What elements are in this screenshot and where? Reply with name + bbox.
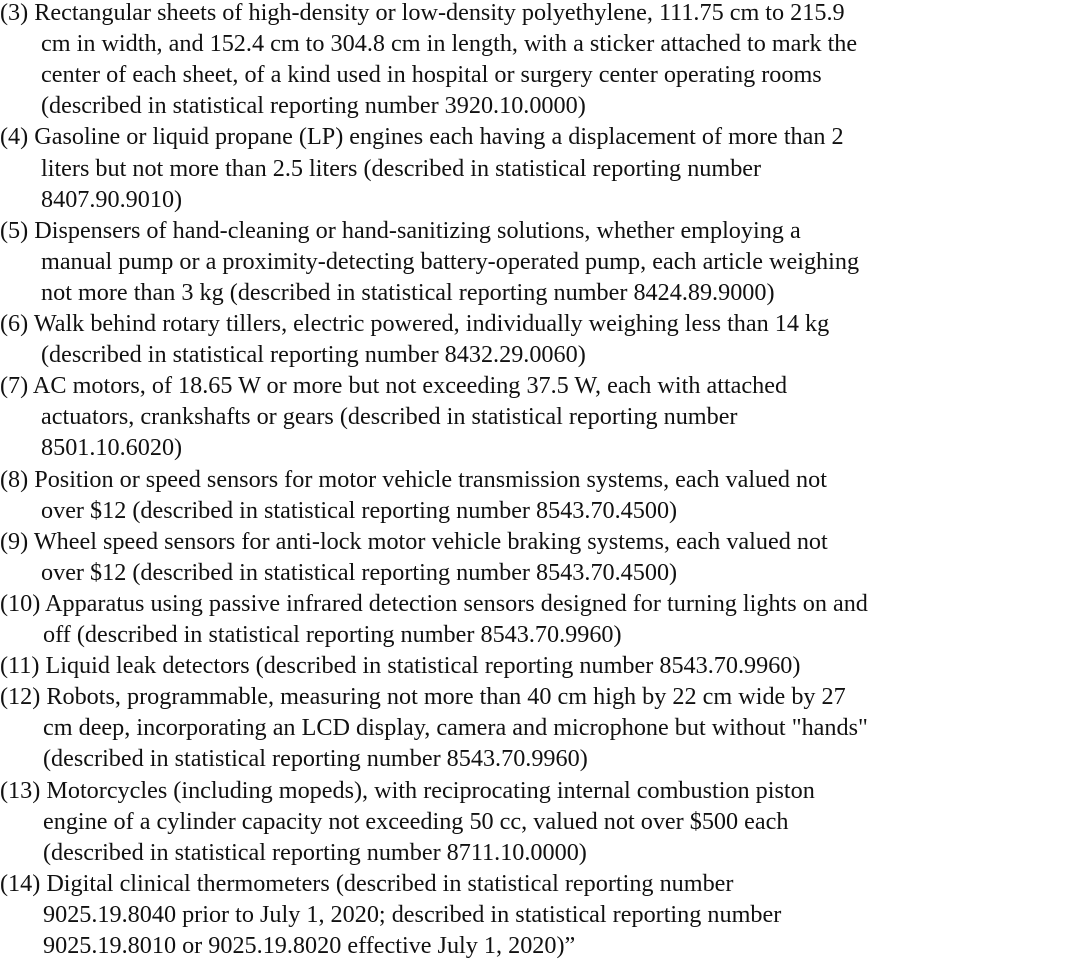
item-first-line <box>0 308 829 339</box>
item-text: (described in statistical reporting number 8543.70.9960) <box>43 745 588 773</box>
item-continuation-line <box>43 712 868 743</box>
item-continuation-line <box>43 899 781 930</box>
item-first-line <box>0 681 846 712</box>
item-number: (12) <box>0 683 41 711</box>
item-text: 9025.19.8040 prior to July 1, 2020; described in statistical reporting number <box>43 900 782 928</box>
item-continuation-line <box>41 557 677 588</box>
item-first-line <box>0 588 868 619</box>
item-continuation-line <box>41 495 677 526</box>
item-first-line <box>0 215 801 246</box>
item-first-line <box>0 370 787 401</box>
item-text: center of each sheet, of a kind used in hospital or surgery center operating rooms <box>41 61 822 89</box>
item-first-line <box>0 464 827 495</box>
item-continuation-line <box>41 277 775 308</box>
item-text: (described in statistical reporting number 8432.29.0060) <box>41 341 586 369</box>
item-text: Liquid leak detectors (described in statistical reporting number 8543.70.9960) <box>45 652 801 680</box>
item-text: cm deep, incorporating an LCD display, camera and microphone but without "hands" <box>43 714 868 742</box>
item-number: (10) <box>0 589 41 617</box>
item-text: Gasoline or liquid propane (LP) engines each having a displacement of more than 2 <box>34 123 844 151</box>
item-continuation-line <box>41 153 761 184</box>
item-first-line <box>0 121 844 152</box>
item-text: Dispensers of hand-cleaning or hand-sanitizing solutions, whether employing a <box>34 216 801 244</box>
item-text: Digital clinical thermometers (described in statistical reporting number <box>46 869 734 897</box>
item-text: engine of a cylinder capacity not exceeding 50 cc, valued not over $500 each <box>43 807 789 835</box>
item-number: (4) <box>0 123 29 151</box>
item-continuation-line <box>43 930 575 961</box>
item-text: (described in statistical reporting number 3920.10.0000) <box>41 92 586 120</box>
item-continuation-line <box>43 743 588 774</box>
item-text: not more than 3 kg (described in statistical reporting number 8424.89.9000) <box>41 278 775 306</box>
item-continuation-line <box>41 184 182 215</box>
item-first-line <box>0 775 815 806</box>
item-continuation-line <box>43 837 587 868</box>
item-number: (3) <box>0 0 29 26</box>
item-text: 8501.10.6020) <box>41 434 183 462</box>
item-text: 9025.19.8010 or 9025.19.8020 effective July 1, 2020)” <box>43 932 576 959</box>
item-number: (13) <box>0 776 41 804</box>
item-text: Rectangular sheets of high-density or low-density polyethylene, 111.75 cm to 215.9 <box>34 0 845 26</box>
item-number: (11) <box>0 652 40 680</box>
item-text: manual pump or a proximity-detecting battery-operated pump, each article weighing <box>41 247 860 275</box>
item-number: (5) <box>0 216 29 244</box>
item-text: cm in width, and 152.4 cm to 304.8 cm in length, with a sticker attached to mark the <box>41 30 858 58</box>
item-first-line <box>0 0 845 28</box>
item-text: 8407.90.9010) <box>41 185 183 213</box>
item-text: Walk behind rotary tillers, electric powered, individually weighing less than 14 kg <box>33 310 830 337</box>
item-text: Wheel speed sensors for anti-lock motor vehicle braking systems, each valued not <box>33 527 828 555</box>
item-continuation-line <box>41 432 182 463</box>
item-text: (described in statistical reporting number 8711.10.0000) <box>43 838 587 866</box>
item-continuation-line <box>43 619 622 650</box>
item-number: (8) <box>0 465 29 493</box>
item-continuation-line <box>41 90 586 121</box>
item-number: (14) <box>0 869 41 897</box>
item-first-line <box>0 526 828 557</box>
item-continuation-line <box>41 59 822 90</box>
item-text: liters but not more than 2.5 liters (described in statistical reporting number <box>41 154 762 182</box>
item-number: (9) <box>0 527 29 555</box>
item-text: Motorcycles (including mopeds), with reciprocating internal combustion piston <box>46 776 815 804</box>
item-continuation-line <box>41 401 738 432</box>
item-number: (7) <box>0 372 29 400</box>
item-text: off (described in statistical reporting number 8543.70.9960) <box>43 621 622 648</box>
item-text: Apparatus using passive infrared detection sensors designed for turning lights on and <box>45 589 868 617</box>
item-continuation-line <box>41 339 586 370</box>
item-text: over $12 (described in statistical reporting number 8543.70.4500) <box>41 558 678 586</box>
item-text: Position or speed sensors for motor vehicle transmission systems, each valued not <box>34 465 827 493</box>
item-continuation-line <box>41 246 859 277</box>
item-continuation-line <box>43 806 788 837</box>
item-first-line <box>0 650 800 681</box>
item-text: AC motors, of 18.65 W or more but not exceeding 37.5 W, each with attached <box>32 372 788 400</box>
item-first-line <box>0 868 733 899</box>
item-text: Robots, programmable, measuring not more than 40 cm high by 22 cm wide by 27 <box>46 683 846 711</box>
item-continuation-line <box>41 28 857 59</box>
item-text: over $12 (described in statistical reporting number 8543.70.4500) <box>41 496 678 524</box>
item-text: actuators, crankshafts or gears (described in statistical reporting number <box>41 403 738 431</box>
item-number: (6) <box>0 310 29 337</box>
